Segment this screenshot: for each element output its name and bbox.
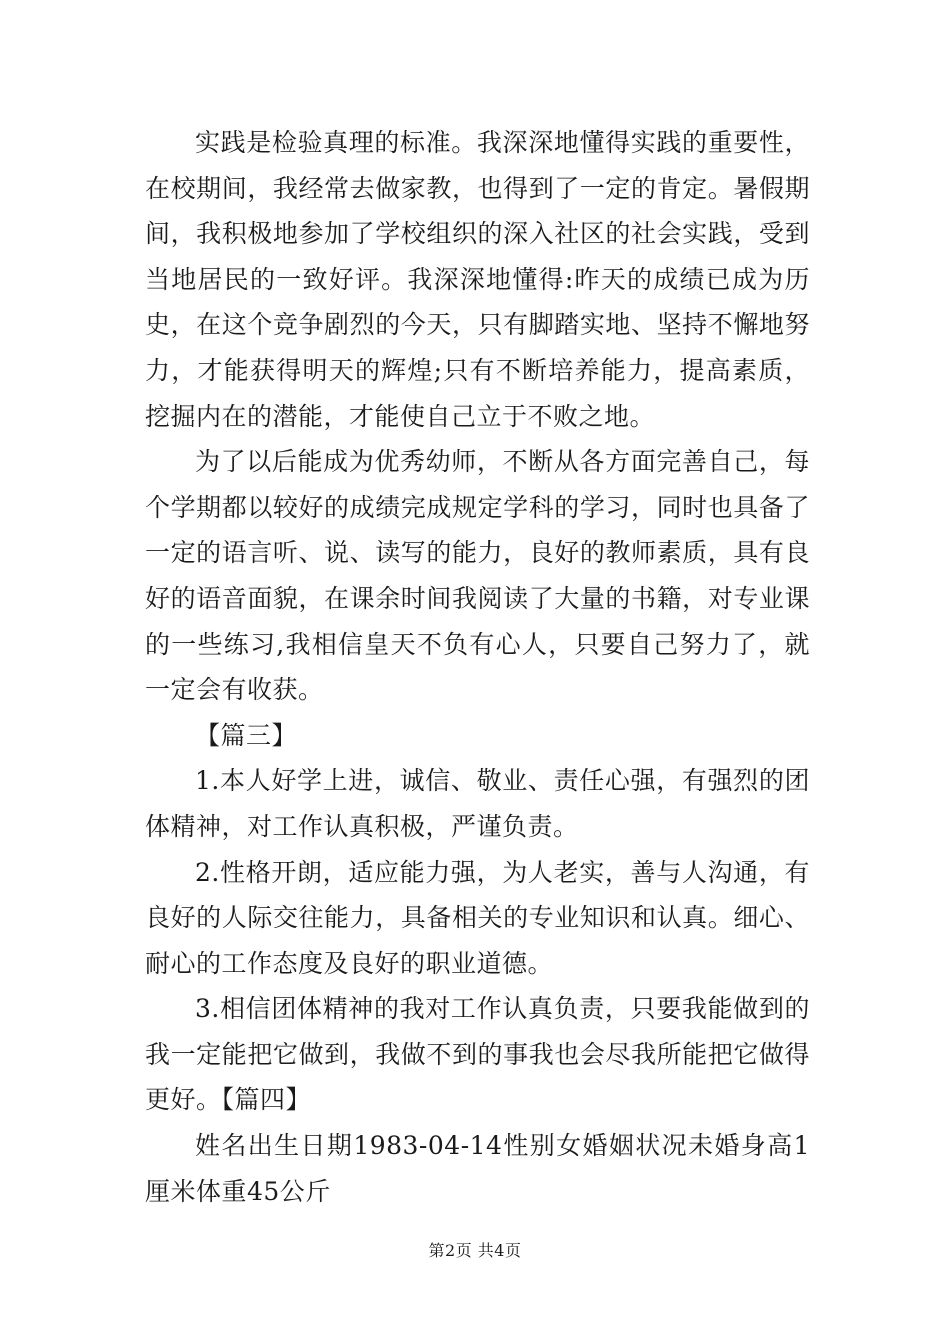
page-number-footer: 第2页 共4页 (428, 1241, 522, 1260)
list-item-1: 1.本人好学上进，诚信、敬业、责任心强，有强烈的团体精神，对工作认真积极，严谨负责。 (145, 766, 810, 841)
paragraph-practice: 实践是检验真理的标准。我深深地懂得实践的重要性，在校期间，我经常去做家教，也得到了一定的肯定。暑假期间，我积极地参加了学校组织的深入社区的社会实践，受到当地居民的一致好评。我深深地懂得:昨天的成绩已成为历史，在这个竞争剧烈的今天，只有脚踏实地、坚持不懈地努力，才能获得明天的辉煌;只有不断培养能力，提高素质，挖掘内在的潜能，才能使自己立于不败之地。 (145, 128, 810, 431)
paragraph-kindergarten-teacher: 为了以后能成为优秀幼师，不断从各方面完善自己，每个学期都以较好的成绩完成规定学科的学习，同时也具备了一定的语言听、说、读写的能力，良好的教师素质，具有良好的语音面貌，在课余时间我阅读了大量的书籍，对专业课的一些练习,我相信皇天不负有心人，只要自己努力了，就一定会有收获。 (145, 447, 810, 705)
list-item-3: 3.相信团体精神的我对工作认真负责，只要我能做到的我一定能把它做到，我做不到的事我也会尽我所能把它做得更好。【篇四】 (145, 994, 810, 1115)
section-heading-part-three: 【篇三】 (195, 720, 298, 750)
document-body (145, 120, 810, 1214)
list-item-2: 2.性格开朗，适应能力强，为人老实，善与人沟通，有良好的人际交往能力，具备相关的专业知识和认真。细心、耐心的工作态度及良好的职业道德。 (145, 857, 810, 978)
paragraph-personal-info: 姓名出生日期1983-04-14性别女婚姻状况未婚身高1厘米体重45公斤 (145, 1131, 810, 1206)
